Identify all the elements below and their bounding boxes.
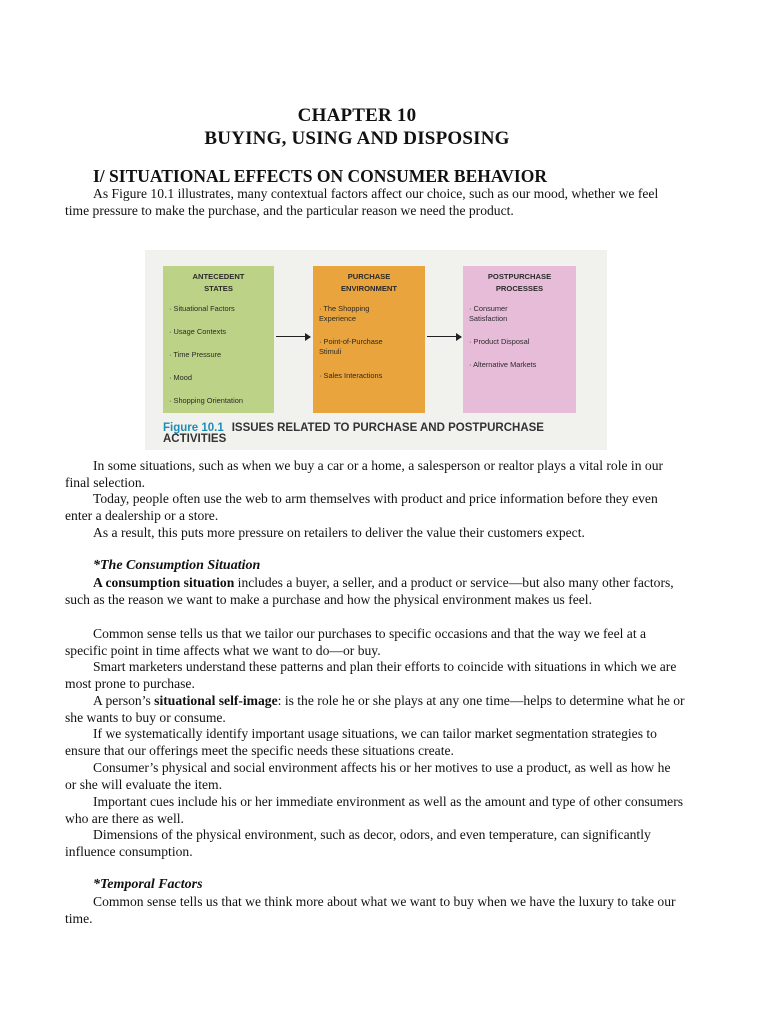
- box-title: STATES: [204, 283, 233, 293]
- box-item: · Time Pressure: [169, 350, 222, 359]
- term-situational-self-image: situational self-image: [154, 693, 278, 708]
- box-title: PROCESSES: [495, 283, 544, 293]
- paragraph: [65, 894, 685, 928]
- arrow-right-icon: [276, 336, 310, 337]
- box-item: · Consumer Satisfaction: [469, 304, 508, 323]
- paragraph: [65, 491, 685, 525]
- figure-number: Figure 10.1: [163, 422, 224, 434]
- box-item: · Alternative Markets: [469, 360, 537, 369]
- paragraph-text: Dimensions of the physical environment, such as decor, odors, and even temperature, can significantly influence consumption.: [65, 827, 651, 859]
- paragraph: [65, 760, 685, 794]
- box-item: · Usage Contexts: [169, 327, 227, 336]
- box-item: · Point-of-Purchase Stimuli: [319, 337, 383, 356]
- paragraph: [65, 827, 685, 861]
- section-heading: I/ SITUATIONAL EFFECTS ON CONSUMER BEHAVIOR: [93, 166, 547, 186]
- arrow-right-icon: [427, 336, 461, 337]
- paragraph-text: Consumer’s physical and social environment affects his or her motives to use a product, as well as how he or she will evaluate the item.: [65, 760, 671, 792]
- postpurchase-processes-box: [463, 266, 576, 413]
- figure-caption-text: ISSUES RELATED TO PURCHASE AND POSTPURCHASE ACTIVITIES: [163, 422, 544, 445]
- paragraph-text: Common sense tells us that we think more about what we want to buy when we have the luxury to take our time.: [65, 894, 676, 926]
- chapter-title: BUYING, USING AND DISPOSING: [204, 128, 510, 149]
- paragraph-text: Important cues include his or her immediate environment as well as the amount and type of other consumers who are there as well.: [65, 794, 684, 826]
- chapter-number: CHAPTER 10: [297, 105, 417, 126]
- paragraph: [65, 659, 685, 693]
- box-title: PURCHASE: [347, 272, 391, 281]
- paragraph: [65, 626, 685, 660]
- box-item: · Sales Interactions: [319, 371, 383, 380]
- term-consumption-situation: A consumption situation: [93, 575, 235, 590]
- paragraph: [65, 726, 685, 760]
- box-title: ENVIRONMENT: [340, 283, 398, 293]
- paragraph-text: Today, people often use the web to arm themselves with product and price information before they even enter a dealership or a store.: [65, 491, 658, 523]
- paragraph: [65, 458, 685, 492]
- paragraph-text: : is the role he or she plays at any one time—helps to determine what he or she wants to buy or consume.: [65, 693, 685, 725]
- box-item: · Shopping Orientation: [169, 396, 243, 405]
- figure-10-1: [145, 250, 607, 450]
- paragraph-text: Smart marketers understand these patterns and plan their efforts to coincide with situations in which we are most prone to purchase.: [65, 659, 677, 691]
- paragraph-text: If we systematically identify important usage situations, we can tailor market segmentation strategies to ensure that our offerings meet the specific needs these situations create.: [65, 726, 657, 758]
- box-title: POSTPURCHASE: [487, 272, 552, 281]
- intro-paragraph: [65, 186, 685, 220]
- paragraph-text: In some situations, such as when we buy a car or a home, a salesperson or realtor plays a vital role in our final selection.: [65, 458, 664, 490]
- paragraph-text: Common sense tells us that we tailor our purchases to specific occasions and that the way we feel at a specific point in time affects what we want to do—or buy.: [65, 626, 647, 658]
- antecedent-states-box: [163, 266, 274, 413]
- intro-text: As Figure 10.1 illustrates, many contextual factors affect our choice, such as our mood, whether we feel time pressure to make the purchase, and the particular reason we need the product.: [65, 186, 659, 218]
- subsection-heading: *The Consumption Situation: [93, 558, 261, 573]
- purchase-environment-box: [313, 266, 425, 413]
- box-item: · Situational Factors: [169, 304, 235, 313]
- paragraph: [65, 525, 685, 542]
- paragraph: [65, 693, 685, 727]
- box-title: ANTECEDENT: [192, 272, 245, 281]
- box-item: · Product Disposal: [469, 337, 530, 346]
- box-item: · The Shopping Experience: [319, 304, 370, 323]
- paragraph-text: includes a buyer, a seller, and a product or service—but also many other factors, such as the reason we want to make a purchase and how the physical environment makes us feel.: [65, 575, 674, 607]
- paragraph-text: A person’s: [93, 693, 155, 708]
- paragraph-text: As a result, this puts more pressure on retailers to deliver the value their customers expect.: [93, 525, 585, 540]
- figure-caption: [163, 423, 607, 445]
- paragraph: [65, 575, 685, 609]
- box-item: · Mood: [169, 373, 193, 382]
- paragraph: [65, 794, 685, 828]
- subsection-heading: *Temporal Factors: [93, 877, 203, 892]
